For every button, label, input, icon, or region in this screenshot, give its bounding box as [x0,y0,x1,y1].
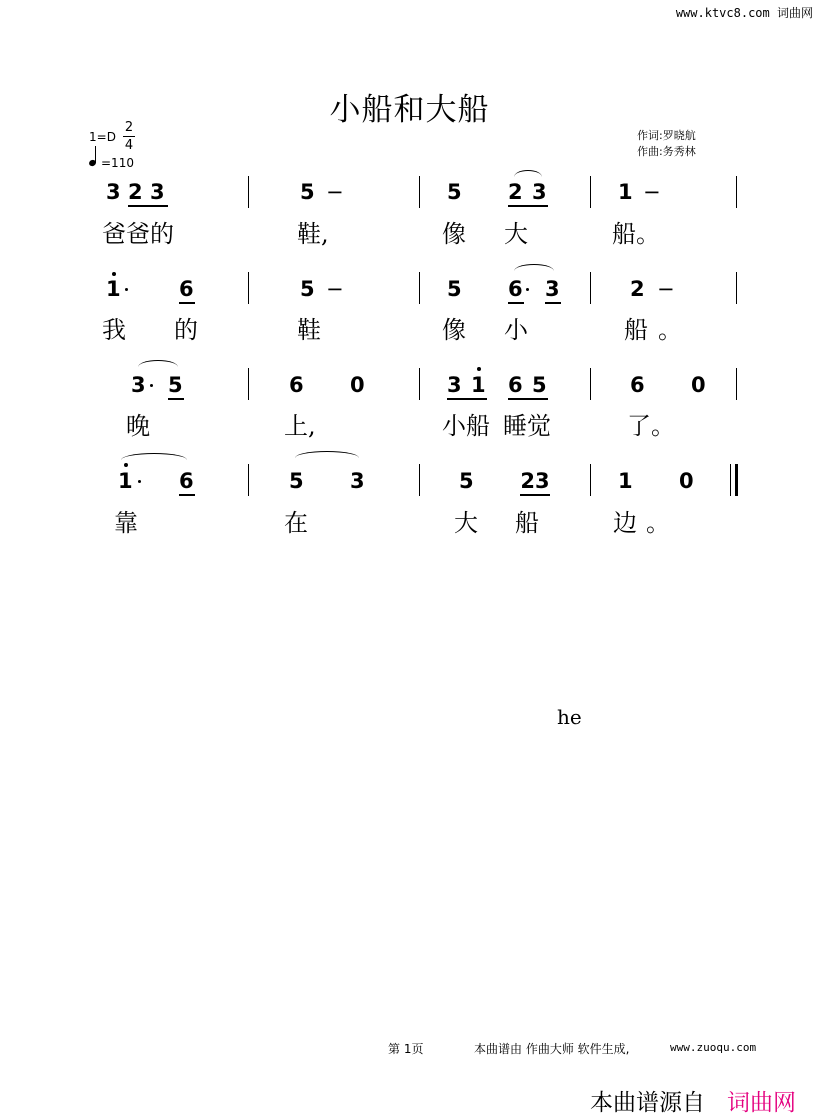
site-header [676,4,813,21]
dash: − [326,180,344,204]
composer: 作曲:务秀林 [637,145,696,158]
slur [514,170,542,184]
note: 6 [289,373,304,397]
bar-line [590,464,591,496]
bar-line [248,464,249,496]
lyric: 晚 [126,412,150,440]
augmentation-dot [150,384,153,387]
lyric: 。 [646,509,670,537]
lyric: 了。 [627,412,675,440]
bar-line [419,368,420,400]
dash: − [643,180,661,204]
underline [168,398,184,400]
quarter-note-head [88,159,97,167]
slur [295,451,359,465]
source-brand[interactable]: 词曲网 [727,1090,796,1116]
underline [128,205,168,207]
lyric: 边 [613,509,637,537]
lyric: 大 [454,509,478,537]
bar-line [248,176,249,208]
note: 3 [131,373,146,397]
bar-line [419,464,420,496]
lyric: 。 [658,316,682,344]
note: 1 [118,469,133,493]
underline [508,302,524,304]
lyric: 睡觉 [503,412,551,440]
tempo-marking: =110 [101,156,134,170]
generator-url[interactable]: www.zuoqu.com [670,1041,757,1054]
generator-note: 本曲谱由 作曲大师 软件生成, [474,1042,630,1056]
lyricist: 作词:罗晓航 [637,129,696,142]
note: 2 [128,180,143,204]
note: 3 [150,180,165,204]
tie [121,453,187,467]
lyric: 的 [174,316,198,344]
lyric: 像 [442,220,466,248]
note: 3 [447,373,462,397]
note: 1 [618,180,633,204]
dash: − [326,277,344,301]
note: 3 [350,469,365,493]
note: 5 [447,180,462,204]
note: 6 [508,277,523,301]
note: 0 [679,469,694,493]
slur [138,360,178,374]
time-signature [123,121,135,152]
lyric: 上, [284,412,316,440]
dash: − [657,277,675,301]
final-bar-thin [730,464,731,496]
slur [514,264,554,278]
note: 5 [300,277,315,301]
bar-line [248,368,249,400]
bar-line [248,272,249,304]
song-title: 小船和大船 [329,92,490,128]
bar-line [590,368,591,400]
note: 0 [350,373,365,397]
note: 6 [508,373,523,397]
underline [447,398,487,400]
note: 6 [179,277,194,301]
underline [179,494,195,496]
note: 1 [106,277,121,301]
key-signature: 1=D [89,130,116,144]
source-text: 本曲谱源自 [590,1090,705,1116]
bar-line [419,176,420,208]
final-bar-thick [735,464,738,496]
lyric: 小 [504,316,528,344]
page-number: 第 1页 [388,1042,424,1056]
underline [179,302,195,304]
lyric: 我 [102,316,126,344]
credits [637,128,696,160]
lyric: 大 [504,220,528,248]
bar-line [590,272,591,304]
lyric: 船 [624,316,648,344]
lyric: 像 [442,316,466,344]
note: 6 [179,469,194,493]
lyric: 小船 [442,412,490,440]
bar-line [419,272,420,304]
bar-line [736,272,737,304]
site-name: 词曲网 [776,6,813,20]
note: 2 [630,277,645,301]
augmentation-dot [138,480,141,483]
stray-mark: he [557,705,582,729]
note: 5 [532,373,547,397]
note: 5 [289,469,304,493]
high-octave-dot [477,367,481,371]
note: 23 [520,469,550,493]
note: 3 [106,180,121,204]
lyric: 在 [284,509,308,537]
lyric: 船。 [612,220,660,248]
note: 3 [532,180,547,204]
augmentation-dot [526,288,529,291]
bar-line [736,176,737,208]
note: 2 [508,180,523,204]
lyric: 靠 [114,509,138,537]
time-sig-bottom: 4 [124,138,134,153]
underline [508,205,548,207]
note: 6 [630,373,645,397]
underline [545,302,561,304]
site-link[interactable]: www.ktvc8.com [675,6,770,20]
underline [520,494,550,496]
note: 5 [447,277,462,301]
lyric: 鞋 [297,316,321,344]
note: 1 [618,469,633,493]
augmentation-dot [125,288,128,291]
note: 3 [545,277,560,301]
note: 0 [691,373,706,397]
note: 5 [168,373,183,397]
lyric: 爸爸的 [102,220,174,248]
note: 5 [300,180,315,204]
bar-line [736,368,737,400]
note: 5 [459,469,474,493]
bar-line [590,176,591,208]
high-octave-dot [112,272,116,276]
note: 1 [471,373,486,397]
underline [508,398,548,400]
lyric: 鞋, [297,220,329,248]
time-sig-top: 2 [124,120,134,135]
lyric: 船 [515,509,539,537]
